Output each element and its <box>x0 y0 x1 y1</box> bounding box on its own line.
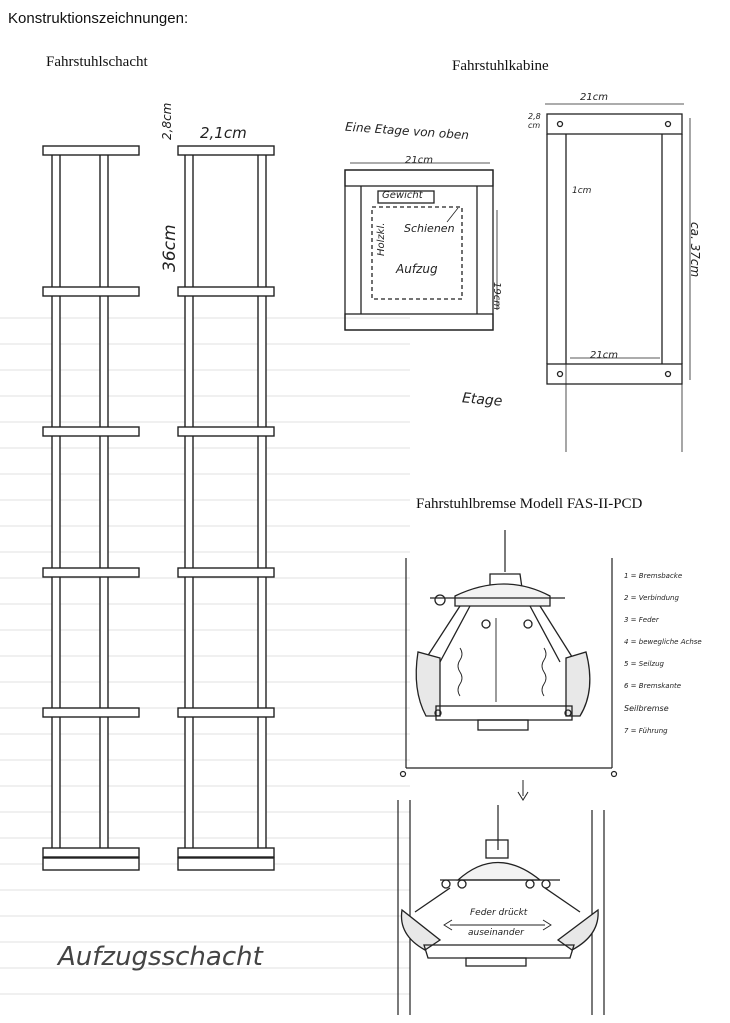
top-view-dim-depth: 19cm <box>491 282 502 310</box>
shaft-handwritten-label: Aufzugsschacht <box>58 942 263 972</box>
shaft-dim-height: 36cm <box>160 224 180 272</box>
floor-label: Etage <box>461 390 504 410</box>
side-view-dim-bottom: 21cm <box>590 350 618 361</box>
brake-legend <box>624 572 724 735</box>
top-view-label-rails: Schienen <box>404 222 455 235</box>
legend-item: 7 = Führung <box>624 727 668 735</box>
shaft-drawing-left <box>43 146 139 870</box>
brake-caption: Fahrstuhlbremse Modell FAS-II-PCD <box>416 496 643 512</box>
legend-item: 6 = Bremskante <box>624 682 682 690</box>
cabin-top-view <box>345 163 497 330</box>
top-view-label-side: Holzkl. <box>376 222 387 256</box>
side-view-dim-top: 21cm <box>580 92 608 103</box>
shaft-dim-top: 2,8cm <box>160 102 174 140</box>
side-view-dim-corner: 2,8 cm <box>528 112 541 130</box>
page-title: Konstruktionszeichnungen: <box>8 10 189 27</box>
legend-item: 2 = Verbindung <box>624 594 679 602</box>
brake-mechanism-upper <box>416 574 590 730</box>
legend-item: 4 = bewegliche Achse <box>624 638 702 646</box>
ruled-lines <box>0 318 410 994</box>
shaft-drawing-right <box>178 146 274 870</box>
top-view-label-lift: Aufzug <box>396 262 438 276</box>
legend-item: 3 = Feder <box>624 616 659 624</box>
side-view-dim-height: ca. 37cm <box>688 222 702 278</box>
top-view-dim-width: 21cm <box>405 155 433 166</box>
legend-item: 1 = Bremsbacke <box>624 572 683 580</box>
shaft-caption: Fahrstuhlschacht <box>46 54 148 70</box>
side-view-dim-rail: 1cm <box>572 186 592 196</box>
lower-brake-text-1: Feder drückt <box>470 908 528 918</box>
top-view-label-weight: Gewicht <box>382 190 423 201</box>
top-view-note: Eine Etage von oben <box>344 119 470 143</box>
lower-brake-text-2: auseinander <box>468 928 524 938</box>
legend-item: Seilbremse <box>624 704 669 713</box>
brake-mechanism-lower <box>401 840 598 966</box>
cabin-caption: Fahrstuhlkabine <box>452 58 549 74</box>
legend-item: 5 = Seilzug <box>624 660 664 668</box>
cabin-side-view <box>545 104 690 452</box>
shaft-dim-width: 2,1cm <box>200 124 247 142</box>
